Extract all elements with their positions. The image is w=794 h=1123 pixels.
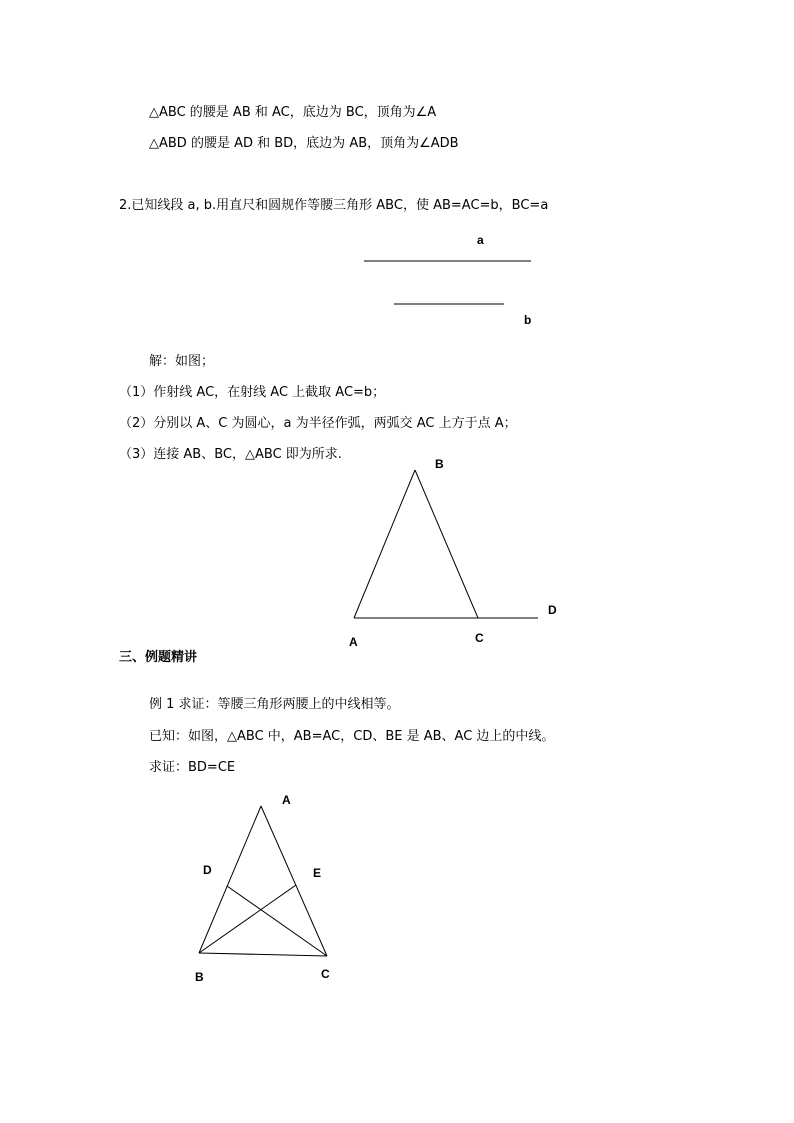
fig1-label-c: C: [475, 631, 484, 645]
solution-intro: 解：如图；: [149, 354, 215, 369]
fig2-label-e: E: [313, 866, 322, 880]
step-2: （2）分别以 A、C 为圆心，a 为半径作弧，两弧交 AC 上方于点 A；: [119, 416, 517, 431]
section-3-heading: 三、例题精讲: [119, 650, 198, 665]
text-line-1: △ABC 的腰是 AB 和 AC，底边为 BC，顶角为∠A: [149, 105, 437, 120]
side-bc: [199, 953, 327, 956]
segment-b-label: b: [524, 313, 532, 327]
fig1-label-a: A: [349, 635, 358, 649]
fig2-label-a: A: [282, 793, 291, 807]
example-1: 例 1 求证：等腰三角形两腰上的中线相等。: [149, 697, 400, 712]
question-2: 2.已知线段 a, b.用直尺和圆规作等腰三角形 ABC，使 AB=AC=b，BC=a: [119, 198, 549, 213]
step-3: （3）连接 AB、BC，△ABC 即为所求.: [119, 447, 342, 462]
fig2-label-d: D: [203, 863, 212, 877]
fig2-label-c: C: [321, 967, 330, 981]
step-1: （1）作射线 AC，在射线 AC 上截取 AC=b；: [119, 385, 386, 400]
fig2-label-b: B: [195, 970, 204, 984]
fig1-label-b: B: [435, 457, 444, 471]
given: 已知：如图，△ABC 中，AB=AC，CD、BE 是 AB、AC 边上的中线。: [149, 729, 555, 744]
segment-a-label: a: [477, 233, 484, 247]
to-prove: 求证：BD=CE: [149, 760, 236, 775]
text-line-2: △ABD 的腰是 AD 和 BD，底边为 AB，顶角为∠ADB: [149, 136, 459, 151]
fig1-label-d: D: [548, 603, 557, 617]
